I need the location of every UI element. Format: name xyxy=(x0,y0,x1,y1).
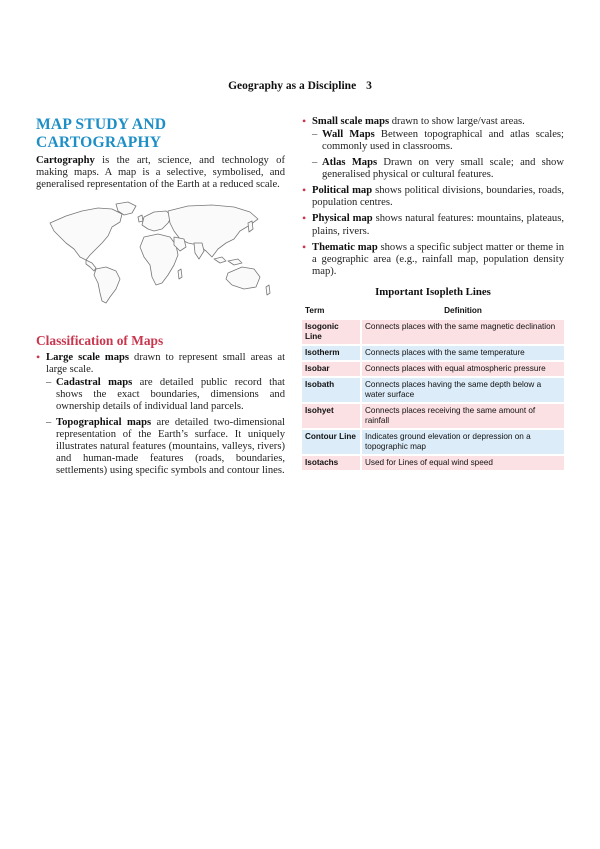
list-item xyxy=(302,185,564,209)
term-wall-maps: Wall Maps xyxy=(322,129,375,141)
list-item xyxy=(312,157,564,181)
isopleth-table xyxy=(302,303,564,472)
thematic-map-text: shows a specific subject matter or theme in a geographic area (e.g., rainfall map, population density map). xyxy=(312,241,564,278)
row-definition: Indicates ground elevation or depression on a topographic map xyxy=(362,430,564,454)
table-row xyxy=(302,404,564,428)
table-header-row xyxy=(302,305,564,318)
row-term: Isogonic Line xyxy=(302,320,362,344)
atlas-maps-text: Drawn on very small scale; and show generalised physical or cultural features. xyxy=(322,156,564,180)
term-physical-map: Physical map xyxy=(312,213,373,225)
page-number: 3 xyxy=(366,80,372,92)
wall-maps-text: Between topographical and atlas scales; commonly used in classrooms. xyxy=(322,129,565,153)
table-row xyxy=(302,362,564,376)
list-item xyxy=(302,242,564,279)
right-column xyxy=(302,116,564,472)
term-cadastral: Cadastral maps xyxy=(56,377,133,389)
list-item xyxy=(36,352,285,478)
term-atlas-maps: Atlas Maps xyxy=(322,156,378,168)
list-item xyxy=(302,213,564,237)
table-row xyxy=(302,430,564,454)
list-item xyxy=(46,417,285,478)
table-row xyxy=(302,456,564,470)
large-scale-sublist xyxy=(46,377,285,478)
row-term: Isobar xyxy=(302,362,362,376)
term-thematic-map: Thematic map xyxy=(312,241,378,253)
section-heading: MAP STUDY AND CARTOGRAPHY xyxy=(36,116,167,151)
row-definition: Connects places with the same magnetic declination xyxy=(362,320,564,344)
row-definition: Used for Lines of equal wind speed xyxy=(362,456,564,470)
row-term: Isobath xyxy=(302,378,362,402)
row-term: Isotachs xyxy=(302,456,362,470)
term-small-scale: Small scale maps xyxy=(312,116,390,127)
small-scale-text: drawn to show large/vast areas. xyxy=(389,116,525,127)
table-row xyxy=(302,320,564,344)
list-item xyxy=(302,116,564,181)
row-definition: Connects places with equal atmospheric pressure xyxy=(362,362,564,376)
term-topographical: Topographical maps xyxy=(56,416,152,428)
row-definition: Connects places receiving the same amount of rainfall xyxy=(362,404,564,428)
classification-heading: Classification of Maps xyxy=(36,332,164,348)
table-row xyxy=(302,378,564,402)
row-term: Isohyet xyxy=(302,404,362,428)
list-item xyxy=(46,377,285,414)
small-scale-sublist xyxy=(312,129,564,181)
table-title: Important Isopleth Lines xyxy=(375,286,491,299)
table-row xyxy=(302,346,564,360)
term-large-scale: Large scale maps xyxy=(46,351,130,363)
map-types-list xyxy=(302,116,564,278)
term-political-map: Political map xyxy=(312,185,373,197)
large-scale-text: drawn to represent small areas at large scale. xyxy=(46,351,286,375)
topographical-text: are detailed two-dimensional representation of the Earth’s surface. It uniquely illustrates natural features (mountains, valleys, rivers) and human-made features (roads, boundaries, settlements) using specific symbols and contour lines. xyxy=(56,416,285,477)
row-term: Isotherm xyxy=(302,346,362,360)
row-term: Contour Line xyxy=(302,430,362,454)
world-map-outline-icon xyxy=(36,199,285,307)
cadastral-text: are detailed public record that shows the exact boundaries, dimensions and ownership details of individual land parcels. xyxy=(56,377,286,413)
classification-list xyxy=(36,352,285,478)
physical-map-text: shows natural features: mountains, plateaus, plains, rivers. xyxy=(312,213,564,237)
column-header-term: Term xyxy=(305,306,325,316)
column-header-definition: Definition xyxy=(444,306,482,316)
row-definition: Connects places having the same depth below a water surface xyxy=(362,378,564,402)
row-definition: Connects places with the same temperature xyxy=(362,346,564,360)
political-map-text: shows political divisions, boundaries, roads, population centres. xyxy=(312,185,564,209)
list-item xyxy=(312,129,564,153)
term-cartography: Cartography xyxy=(36,155,95,166)
left-column xyxy=(36,116,285,482)
cartography-definition xyxy=(36,155,285,192)
header-title: Geography as a Discipline xyxy=(228,80,357,92)
cartography-text: is the art, science, and technology of making maps. A map is a selective, symbolised, and generalised representation of the Earth at a reduced scale. xyxy=(36,155,285,191)
running-header xyxy=(0,80,600,92)
